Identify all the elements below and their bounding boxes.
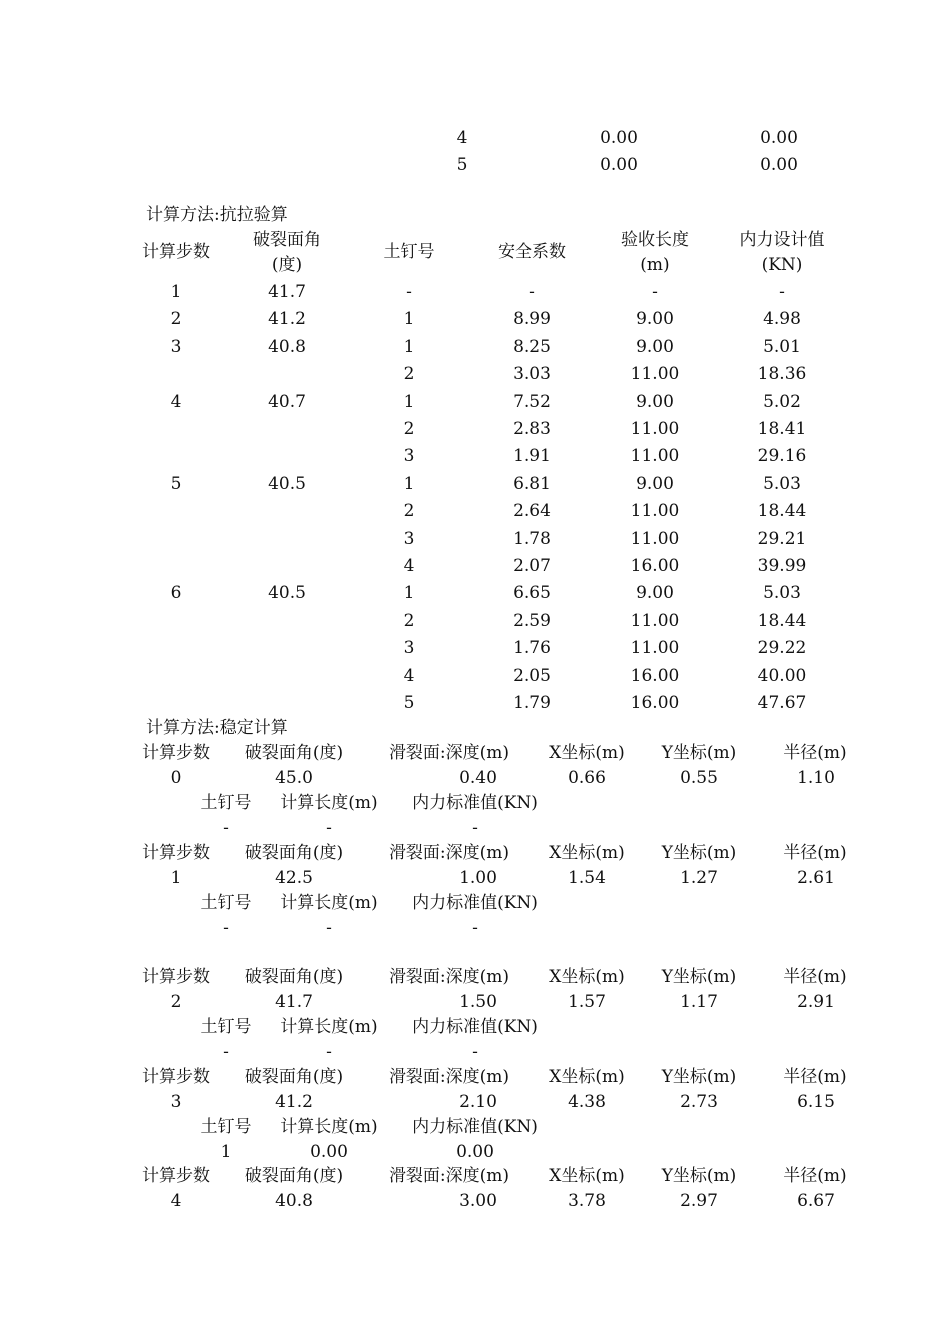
cell-safety: 8.25 [513,336,551,357]
cell-nail: 3 [403,528,415,549]
std-force-header: 内力标准值(KN) [412,1117,538,1137]
angle-value: 42.5 [275,868,313,888]
nail-value: 1 [220,1142,232,1162]
angle-header: 破裂面角(度) [244,1067,344,1087]
depth-header: 滑裂面:深度(m) [388,843,510,863]
cell-length: 11.00 [630,528,680,549]
tension-method-title: 计算方法:抗拉验算 [146,205,288,225]
y-value: 2.73 [680,1092,718,1112]
std-force-value: - [472,918,478,938]
depth-header: 滑裂面:深度(m) [388,1067,510,1087]
angle-value: 40.8 [275,1191,313,1211]
cell-force: 18.44 [757,501,807,522]
y-value: 0.55 [680,768,718,788]
cell-safety: 1.76 [513,638,551,659]
cell-length: 16.00 [630,693,680,713]
std-force-value: 0.00 [456,1142,494,1162]
cell-nail: - [406,282,412,302]
x-value: 3.78 [568,1191,606,1211]
std-force-value: - [472,1042,478,1062]
depth-header: 滑裂面:深度(m) [388,967,510,987]
x-header: X坐标(m) [549,843,625,863]
cell-safety: 7.52 [513,391,551,412]
cell-safety: 1.91 [513,446,551,467]
cell-length: 9.00 [636,336,674,357]
col-angle-unit: (度) [271,255,303,275]
cell-length: 9.00 [636,583,674,604]
cell-angle: 40.7 [268,391,306,412]
cell-nail: 3 [403,446,415,467]
top-row-value-a: 0.00 [600,128,638,148]
top-row-value-b: 0.00 [760,155,798,175]
stability-method-title: 计算方法:稳定计算 [146,718,288,738]
cell-angle: 40.5 [268,583,306,604]
radius-value: 6.67 [797,1191,835,1211]
calc-length-value: 0.00 [310,1142,348,1162]
cell-nail: 4 [403,665,415,686]
cell-nail: 1 [403,309,415,330]
radius-header: 半径(m) [783,743,847,763]
cell-force: 5.03 [763,473,801,494]
depth-header: 滑裂面:深度(m) [388,743,510,763]
col-step-header: 计算步数 [142,242,210,262]
cell-safety: 6.81 [513,473,551,494]
y-header: Y坐标(m) [661,967,737,987]
col-length-header: 验收长度 [621,230,689,250]
cell-safety: 3.03 [513,364,551,385]
cell-safety: 1.78 [513,528,551,549]
y-header: Y坐标(m) [661,1067,737,1087]
radius-header: 半径(m) [783,1166,847,1186]
y-value: 1.17 [680,992,718,1012]
y-header: Y坐标(m) [661,1166,737,1186]
cell-nail: 2 [403,364,415,385]
nail-header: 土钉号 [200,893,252,913]
calc-length-header: 计算长度(m) [280,893,378,913]
cell-step: 6 [170,583,182,604]
cell-length: 16.00 [630,665,680,686]
cell-force: 29.21 [757,528,807,549]
step-value: 4 [170,1191,182,1211]
cell-force: 5.03 [763,583,801,604]
cell-safety: 2.05 [513,665,551,686]
cell-length: 11.00 [630,364,680,385]
radius-value: 6.15 [797,1092,835,1112]
calc-length-header: 计算长度(m) [280,793,378,813]
cell-safety: - [529,282,535,302]
cell-length: 11.00 [630,419,680,439]
cell-safety: 2.83 [513,419,551,439]
radius-header: 半径(m) [783,967,847,987]
cell-force: 4.98 [763,309,801,330]
step-value: 0 [170,768,182,788]
nail-value: - [223,918,229,938]
radius-value: 2.91 [797,992,835,1012]
top-row-no: 5 [456,155,468,175]
cell-length: 9.00 [636,473,674,494]
cell-force: 29.16 [757,446,807,467]
angle-value: 41.2 [275,1092,313,1112]
std-force-header: 内力标准值(KN) [412,1017,538,1037]
cell-angle: 41.7 [268,282,306,302]
cell-force: 18.36 [757,364,807,385]
y-value: 2.97 [680,1191,718,1211]
cell-step: 3 [170,336,182,357]
radius-value: 1.10 [797,768,835,788]
cell-angle: 41.2 [268,309,306,330]
cell-nail: 1 [403,473,415,494]
top-row-value-b: 0.00 [760,128,798,148]
cell-length: 11.00 [630,501,680,522]
x-header: X坐标(m) [549,743,625,763]
cell-force: 5.01 [763,336,801,357]
x-value: 0.66 [568,768,606,788]
calc-length-header: 计算长度(m) [280,1117,378,1137]
depth-value: 3.00 [459,1191,497,1211]
radius-header: 半径(m) [783,843,847,863]
cell-nail: 1 [403,583,415,604]
cell-safety: 2.59 [513,610,551,631]
cell-nail: 2 [403,501,415,522]
cell-length: 11.00 [630,446,680,467]
x-value: 4.38 [568,1092,606,1112]
step-header: 计算步数 [142,1067,210,1087]
cell-step: 2 [170,309,182,330]
cell-nail: 5 [403,693,415,713]
col-nail-header: 土钉号 [383,242,435,262]
cell-length: 16.00 [630,556,680,576]
cell-step: 4 [170,391,182,412]
angle-value: 45.0 [275,768,313,788]
cell-nail: 2 [403,610,415,631]
cell-nail: 2 [403,419,415,439]
step-header: 计算步数 [142,1166,210,1186]
cell-nail: 1 [403,391,415,412]
cell-force: 47.67 [757,693,807,713]
cell-length: 11.00 [630,610,680,631]
x-header: X坐标(m) [549,967,625,987]
depth-header: 滑裂面:深度(m) [388,1166,510,1186]
cell-force: 18.41 [757,419,807,439]
cell-nail: 3 [403,638,415,659]
angle-header: 破裂面角(度) [244,843,344,863]
nail-value: - [223,818,229,838]
x-value: 1.57 [568,992,606,1012]
cell-safety: 2.07 [513,556,551,576]
cell-length: - [652,282,658,302]
cell-step: 1 [170,282,182,302]
cell-force: 5.02 [763,391,801,412]
top-row-value-a: 0.00 [600,155,638,175]
y-header: Y坐标(m) [661,743,737,763]
step-value: 1 [170,868,182,888]
depth-value: 0.40 [459,768,497,788]
nail-value: - [223,1042,229,1062]
radius-value: 2.61 [797,868,835,888]
cell-safety: 6.65 [513,583,551,604]
nail-header: 土钉号 [200,1117,252,1137]
cell-nail: 4 [403,556,415,576]
nail-header: 土钉号 [200,793,252,813]
std-force-header: 内力标准值(KN) [412,893,538,913]
y-value: 1.27 [680,868,718,888]
cell-angle: 40.5 [268,473,306,494]
cell-length: 9.00 [636,309,674,330]
cell-length: 11.00 [630,638,680,659]
std-force-header: 内力标准值(KN) [412,793,538,813]
calc-length-value: - [326,918,332,938]
angle-header: 破裂面角(度) [244,1166,344,1186]
calc-length-value: - [326,818,332,838]
step-header: 计算步数 [142,843,210,863]
cell-nail: 1 [403,336,415,357]
col-angle-header: 破裂面角 [253,230,321,250]
angle-header: 破裂面角(度) [244,967,344,987]
cell-force: 29.22 [757,638,807,659]
col-force-unit: (KN) [761,255,803,275]
std-force-value: - [472,818,478,838]
step-header: 计算步数 [142,967,210,987]
cell-force: 18.44 [757,610,807,631]
calc-length-value: - [326,1042,332,1062]
cell-force: - [779,282,785,302]
calc-length-header: 计算长度(m) [280,1017,378,1037]
angle-header: 破裂面角(度) [244,743,344,763]
x-value: 1.54 [568,868,606,888]
step-value: 3 [170,1092,182,1112]
cell-safety: 8.99 [513,309,551,330]
cell-force: 40.00 [757,665,807,686]
cell-step: 5 [170,473,182,494]
depth-value: 1.50 [459,992,497,1012]
x-header: X坐标(m) [549,1166,625,1186]
nail-header: 土钉号 [200,1017,252,1037]
depth-value: 1.00 [459,868,497,888]
cell-force: 39.99 [757,556,807,576]
step-header: 计算步数 [142,743,210,763]
step-value: 2 [170,992,182,1012]
depth-value: 2.10 [459,1092,497,1112]
radius-header: 半径(m) [783,1067,847,1087]
x-header: X坐标(m) [549,1067,625,1087]
cell-safety: 2.64 [513,501,551,522]
angle-value: 41.7 [275,992,313,1012]
col-force-header: 内力设计值 [739,230,825,250]
cell-angle: 40.8 [268,336,306,357]
cell-length: 9.00 [636,391,674,412]
col-safety-header: 安全系数 [498,242,566,262]
top-row-no: 4 [456,128,468,148]
col-length-unit: (m) [640,255,670,275]
y-header: Y坐标(m) [661,843,737,863]
cell-safety: 1.79 [513,693,551,713]
